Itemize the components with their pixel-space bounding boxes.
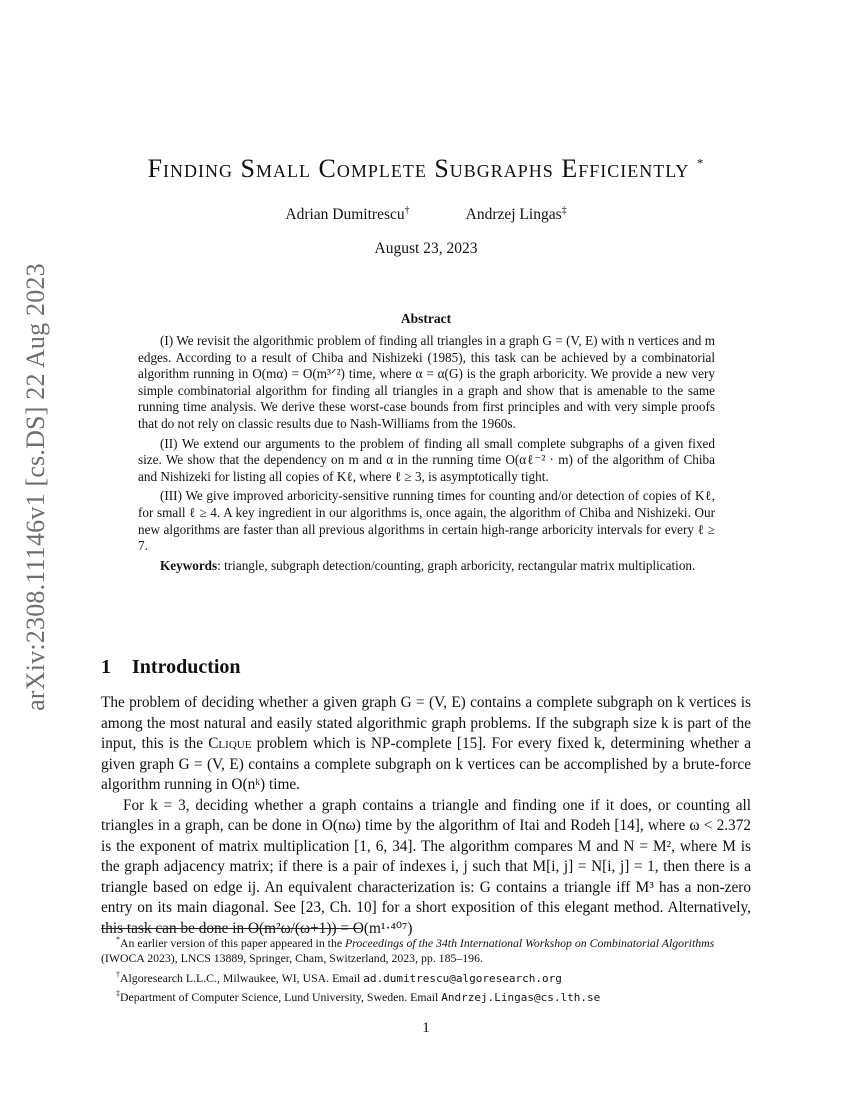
footnote-3-text: Department of Computer Science, Lund University, Sweden. Email bbox=[120, 990, 442, 1005]
title-footnote-mark: * bbox=[696, 155, 705, 171]
footnote-1-mark: * bbox=[116, 935, 120, 944]
page-number: 1 bbox=[422, 1020, 430, 1036]
author-1 bbox=[285, 205, 409, 224]
author-2-mark: ‡ bbox=[561, 205, 567, 216]
section-title: Introduction bbox=[132, 656, 241, 678]
abstract-body bbox=[138, 333, 715, 577]
abstract-keywords bbox=[138, 558, 715, 575]
arxiv-side-stamp bbox=[18, 263, 54, 711]
abstract-paragraph-1: (I) We revisit the algorithmic problem of finding all triangles in a graph G = (V, E) with n vertices and m edges. According to a result of Chiba and Nishizeki (1985), this task can be achieved by a combinatorial algorithm running in O(mα) = O(m³ᐟ²) time, where α = α(G) is the graph arboricity. We provide a new very simple combinatorial algorithm for finding all triangles in a graph and show that is amenable to the same running time analysis. We derive these worst-case bounds from first principles and with very simple proofs that do not rely on classic results due to Nash-Williams from the 1960s. bbox=[138, 333, 715, 431]
paper-title bbox=[101, 154, 751, 184]
footnote-2-email: ad.dumitrescu@algoresearch.org bbox=[363, 971, 562, 985]
clique-term: Clique bbox=[208, 735, 252, 752]
author-2-name: Andrzej Lingas bbox=[465, 206, 562, 224]
section-number: 1 bbox=[101, 656, 111, 678]
footnote-1-text-b: (IWOCA 2023), LNCS 13889, Springer, Cham, Switzerland, 2023, pp. 185–196. bbox=[101, 951, 483, 966]
footnote-1-text-a: An earlier version of this paper appeared in the bbox=[120, 935, 346, 950]
footnote-1 bbox=[101, 932, 751, 967]
footnote-3-mark: ‡ bbox=[116, 989, 120, 999]
footnote-2-text: Algoresearch L.L.C., Milwaukee, WI, USA. Email bbox=[120, 970, 364, 985]
footnote-3-email: Andrzej.Lingas@cs.lth.se bbox=[441, 991, 601, 1005]
intro-p1-part-b: problem which is NP-complete [15]. For every fixed k, determining whether a given graph G = (V, E) contains a complete subgraph on k vertices can be accomplished by a brute-force algorithm running in O(nᵏ) time. bbox=[101, 735, 751, 793]
footnote-rule bbox=[101, 928, 361, 929]
intro-paragraph-1 bbox=[101, 693, 751, 796]
author-list bbox=[101, 205, 751, 224]
author-2 bbox=[466, 205, 567, 224]
author-1-mark: † bbox=[404, 205, 410, 216]
keywords-text: : triangle, subgraph detection/counting, graph arboricity, rectangular matrix multiplication. bbox=[217, 557, 696, 573]
abstract-heading: Abstract bbox=[400, 311, 452, 326]
footnotes bbox=[101, 932, 751, 1006]
abstract-paragraph-2: (II) We extend our arguments to the problem of finding all small complete subgraphs of a given fixed size. We show that the dependency on m and α in the running time O(αℓ⁻² · m) of the algorithm of Chiba and Nishizeki for listing all copies of Kℓ, where ℓ ≥ 3, is asymptotically tight. bbox=[138, 435, 715, 484]
author-1-name: Adrian Dumitrescu bbox=[285, 206, 405, 224]
paper-date: August 23, 2023 bbox=[374, 240, 478, 257]
introduction-body bbox=[101, 693, 751, 939]
footnote-1-venue: Proceedings of the 34th International Workshop on Combinatorial Algorithms bbox=[345, 935, 715, 950]
title-text: Finding Small Complete Subgraphs Efficiently bbox=[147, 154, 690, 183]
intro-p1-part-a: The problem of deciding whether a given graph G = (V, E) contains a complete subgraph on k vertices is among the most natural and easily stated algorithmic graph problems. If the subgraph size k is part of the input, this is the bbox=[101, 694, 751, 752]
abstract-paragraph-3: (III) We give improved arboricity-sensitive running times for counting and/or detection of copies of Kℓ, for small ℓ ≥ 4. A key ingredient in our algorithms is, once again, the algorithm of Chiba and Nishizeki. Our new algorithms are faster than all previous algorithms in certain high-range arboricity intervals for every ℓ ≥ 7. bbox=[138, 488, 715, 554]
arxiv-stamp-text: arXiv:2308.11146v1 [cs.DS] 22 Aug 2023 bbox=[21, 263, 50, 711]
footnote-2 bbox=[101, 967, 751, 986]
section-heading bbox=[101, 656, 751, 679]
footnote-3 bbox=[101, 986, 751, 1005]
keywords-label: Keywords bbox=[160, 557, 218, 573]
intro-paragraph-2: For k = 3, deciding whether a graph contains a triangle and finding one if it does, or counting all triangles in a graph, can be done in O(nω) time by the algorithm of Itai and Rodeh [14], where ω < 2.372 is the exponent of matrix multiplication [1, 6, 34]. The algorithm compares M and N = M², where M is the graph adjacency matrix; if there is a pair of indexes i, j such that M[i, j] = N[i, j] = 1, then there is a triangle based on edge ij. An equivalent characterization is: G contains a triangle iff M³ has a non-zero entry on its main diagonal. See [23, Ch. 10] for a short exposition of this elegant method. Alternatively, this task can be done in O(m²ω/(ω+1)) = O(m¹·⁴⁰⁷) bbox=[101, 796, 751, 937]
footnote-2-mark: † bbox=[116, 969, 120, 979]
